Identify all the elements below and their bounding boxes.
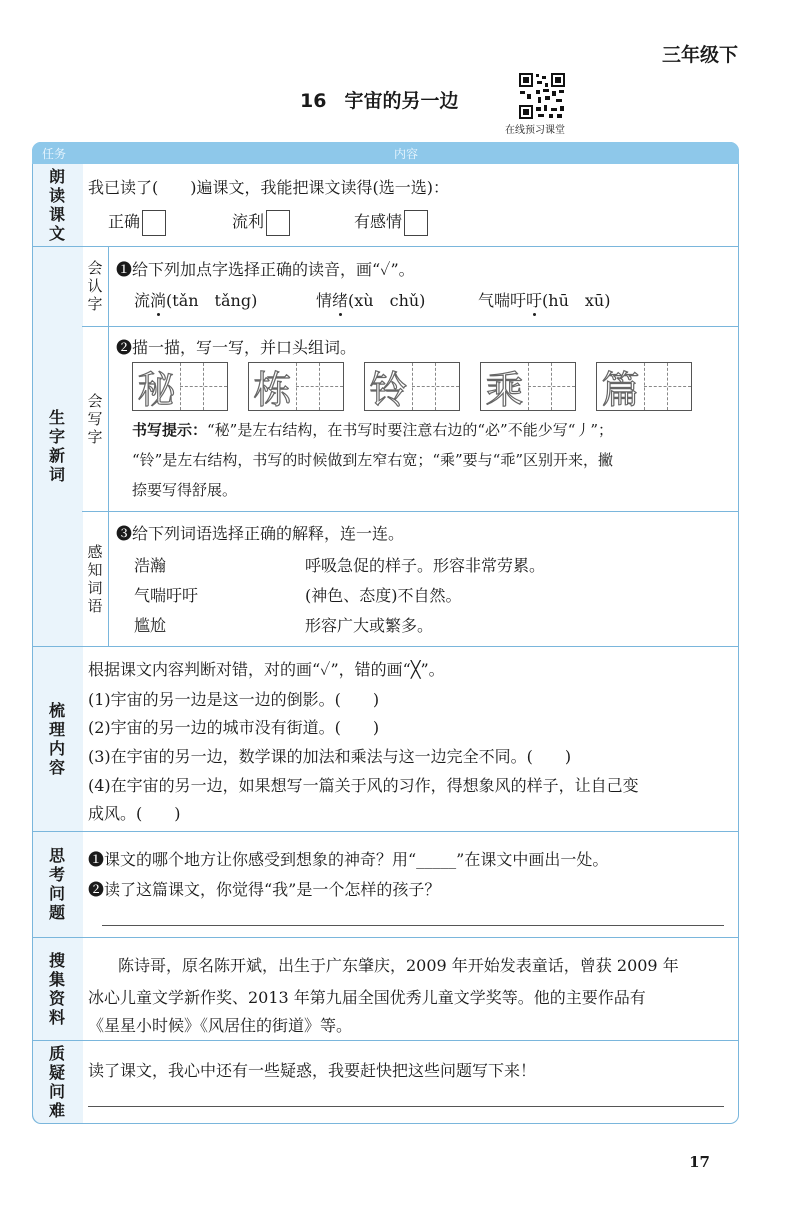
tip-line: “铃”是左右结构，书写的时候做到左窄右宽；“乘”要与“乖”区别开来，撇: [132, 451, 614, 469]
lesson-title-text: 宇宙的另一边: [344, 90, 459, 112]
option-fluent: [232, 209, 290, 236]
reading-prompt: 我已读了( )遍课文，我能把课文读得(选一选)：: [88, 178, 449, 197]
check-box[interactable]: [142, 210, 166, 236]
row-divider: [32, 937, 738, 938]
sub-perceive: 感 知 词 语: [87, 542, 103, 615]
meaning[interactable]: (神色、态度)不自然。: [305, 586, 462, 605]
trace-char: 秘: [137, 368, 176, 412]
writing-grid[interactable]: [248, 362, 344, 411]
recognize-instruction: ❶给下列加点字选择正确的读音，画“✓”。: [116, 260, 415, 279]
option-label: 流利: [232, 212, 265, 231]
tip-line: 捺要写得舒展。: [132, 481, 238, 499]
trace-char: 铃: [369, 368, 408, 412]
judge-item[interactable]: (3)在宇宙的另一边，数学课的加法和乘法与这一边完全不同。( ): [88, 747, 572, 766]
sub-column-divider: [108, 246, 109, 646]
writing-grid[interactable]: [596, 362, 692, 411]
trace-char: 栋: [253, 368, 292, 412]
qr-label: 在线预习课堂: [505, 125, 565, 136]
grade-label: 三年级下: [661, 44, 738, 66]
check-box[interactable]: [404, 210, 428, 236]
task-header: 任务: [42, 147, 67, 161]
category-reading: 朗 读 课 文: [48, 167, 65, 243]
writing-tip: [132, 419, 613, 440]
tip-label: 书写提示：: [132, 421, 208, 439]
lesson-title: [300, 86, 458, 113]
category-new-words: 生 字 新 词: [48, 408, 65, 484]
meaning[interactable]: 呼吸急促的样子。形容非常劳累。: [305, 556, 546, 575]
sub-write: 会 写 字: [87, 391, 103, 446]
row-divider: [82, 326, 738, 327]
item-text: 气喘吁: [478, 291, 527, 310]
word[interactable]: 浩瀚: [134, 556, 167, 575]
trace-char: 篇: [601, 368, 640, 412]
pinyin-options[interactable]: (xù chǔ): [348, 291, 426, 310]
writing-grid[interactable]: [480, 362, 576, 411]
perceive-instruction: ❸给下列词语选择正确的解释，连一连。: [116, 524, 405, 543]
collect-text-line: 陈诗哥，原名陈开斌，出生于广东肇庆，2009 年开始发表童话，曾获 2009 年: [118, 956, 679, 975]
doubt-prompt: 读了课文，我心中还有一些疑惑，我要赶快把这些问题写下来！: [88, 1061, 537, 1080]
row-divider: [32, 831, 738, 832]
organize-instruction: 根据课文内容判断对错，对的画“✓”，错的画“╳”。: [88, 660, 445, 679]
item-text: 流: [134, 291, 151, 310]
row-divider: [32, 246, 738, 247]
judge-item[interactable]: (4)在宇宙的另一边，如果想写一篇关于风的习作，得想象风的样子，让自己变: [88, 776, 639, 795]
pinyin-options[interactable]: (hū xū): [542, 291, 611, 310]
collect-text-line: 冰心儿童文学新作奖、2013 年第九届全国优秀儿童文学奖等。他的主要作品有: [88, 988, 646, 1007]
write-instruction: ❷描一描，写一写，并口头组词。: [116, 338, 357, 357]
category-doubt: 质 疑 问 难: [48, 1043, 65, 1120]
category-organize: 梳 理 内 容: [48, 700, 65, 777]
option-correct: [108, 209, 166, 236]
answer-line[interactable]: [88, 1106, 724, 1107]
word[interactable]: 气喘吁吁: [134, 586, 199, 605]
think-question-1: ❶课文的哪个地方让你感受到想象的神奇？用“_____”在课文中画出一处。: [88, 850, 609, 869]
recognize-item: [478, 288, 610, 311]
think-question-2: ❷读了这篇课文，你觉得“我”是一个怎样的孩子？: [88, 880, 441, 899]
trace-char: 乘: [485, 368, 524, 412]
writing-grid[interactable]: [132, 362, 228, 411]
qr-code-icon[interactable]: [518, 72, 566, 120]
category-collect: 搜 集 资 料: [48, 950, 65, 1027]
check-box[interactable]: [266, 210, 290, 236]
judge-item[interactable]: (1)宇宙的另一边是这一边的倒影。( ): [88, 690, 380, 709]
pinyin-options[interactable]: (tǎn tǎng): [166, 291, 258, 310]
dotted-char: 绪: [332, 291, 349, 310]
recognize-item: [134, 288, 257, 311]
writing-grid[interactable]: [364, 362, 460, 411]
row-divider: [32, 1040, 738, 1041]
lesson-number: 16: [300, 90, 327, 112]
judge-item[interactable]: (2)宇宙的另一边的城市没有街道。( ): [88, 718, 380, 737]
sub-recognize: 会 认 字: [87, 259, 103, 313]
row-divider: [82, 511, 738, 512]
item-text: 情: [316, 291, 333, 310]
dotted-char: 吁: [526, 291, 543, 310]
collect-text-line: 《星星小时候》《风居住的街道》等。: [88, 1016, 353, 1035]
tip-line: “秘”是左右结构，在书写时要注意右边的“必”不能少写“丿”；: [207, 421, 614, 439]
content-header: 内容: [394, 147, 419, 161]
row-divider: [32, 646, 738, 647]
answer-line[interactable]: [102, 925, 724, 926]
word[interactable]: 尴尬: [134, 616, 167, 635]
judge-item-continued[interactable]: 成风。( ): [88, 804, 181, 823]
category-think: 思 考 问 题: [48, 846, 65, 922]
meaning[interactable]: 形容广大或繁多。: [305, 616, 434, 635]
dotted-char: 淌: [150, 291, 167, 310]
table-header: [32, 142, 739, 164]
option-label: 有感情: [354, 212, 403, 231]
page-number: 17: [689, 1153, 710, 1171]
option-expressive: [354, 209, 428, 236]
recognize-item: [316, 288, 425, 311]
option-label: 正确: [108, 212, 141, 231]
